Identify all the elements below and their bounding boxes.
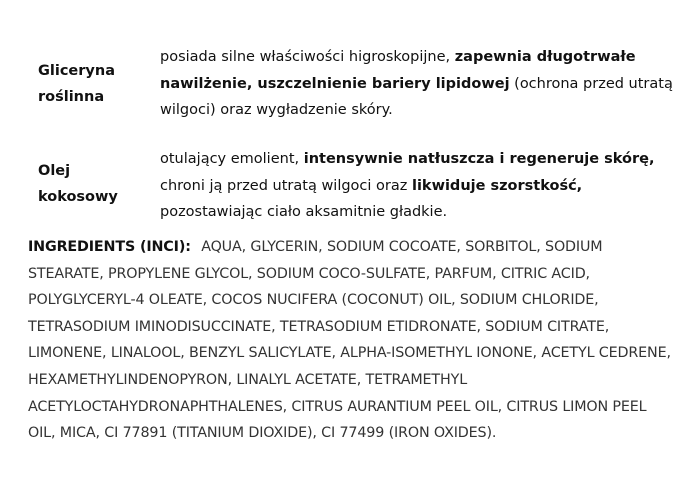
description-text: posiada silne właściwości higroskopijne, — [160, 49, 455, 65]
description-highlight: intensywnie natłuszcza i regeneruje skórę, — [303, 151, 655, 167]
description-text: pozostawiając ciało aksamitnie gładkie. — [160, 204, 448, 220]
inci-label: INGREDIENTS (INCI): — [28, 239, 191, 255]
description-text: chroni ją przed utratą wilgoci oraz — [160, 177, 412, 194]
description-text: otulający emolient, — [160, 151, 304, 167]
ingredient-description — [160, 146, 680, 226]
ingredient-name: Gliceryna roślinna — [38, 63, 115, 105]
inci-text: AQUA, GLYCERIN, SODIUM COCOATE, SORBITOL, SODIUM STEARATE, PROPYLENE GLYCOL, SODIUM COCO-SULFATE, PARFUM, CITRIC ACID, POLYGLYCERYL-4 OLEATE, COCOS NUCIFERA (COCONUT) OIL, SODIUM CHLORIDE, TETRASODIUM IMINODISUCCINATE, TETRASODIUM ETIDRONATE, SODIUM CITRATE, LIMONENE, LINALOOL, BENZYL SALICYLATE, ALPHA-ISOMETHYL IONONE, ACETYL CEDRENE, HEXAMETHYLINDENOPYRON, LINALYL ACETATE, TETRAMETHYL ACETYLOCTAHYDRONAPHTHALENES, CITRUS AURANTIUM PEEL OIL, CITRUS LIMON PEEL OIL, MICA, CI 77891 (TITANIUM DIOXIDE), CI 77499 (IRON OXIDES). — [28, 239, 671, 442]
inci-ingredient-list — [28, 234, 678, 447]
description-text: (ochrona przed utratą wilgoci) oraz wygładzenie skóry. — [160, 75, 673, 118]
description-highlight: likwiduje szorstkość, — [411, 177, 583, 194]
description-highlight: zapewnia długotrwałe nawilżenie, uszczelnienie bariery lipidowej — [160, 49, 636, 92]
ingredient-name: Olej kokosowy — [38, 163, 118, 205]
ingredient-description — [160, 44, 680, 124]
